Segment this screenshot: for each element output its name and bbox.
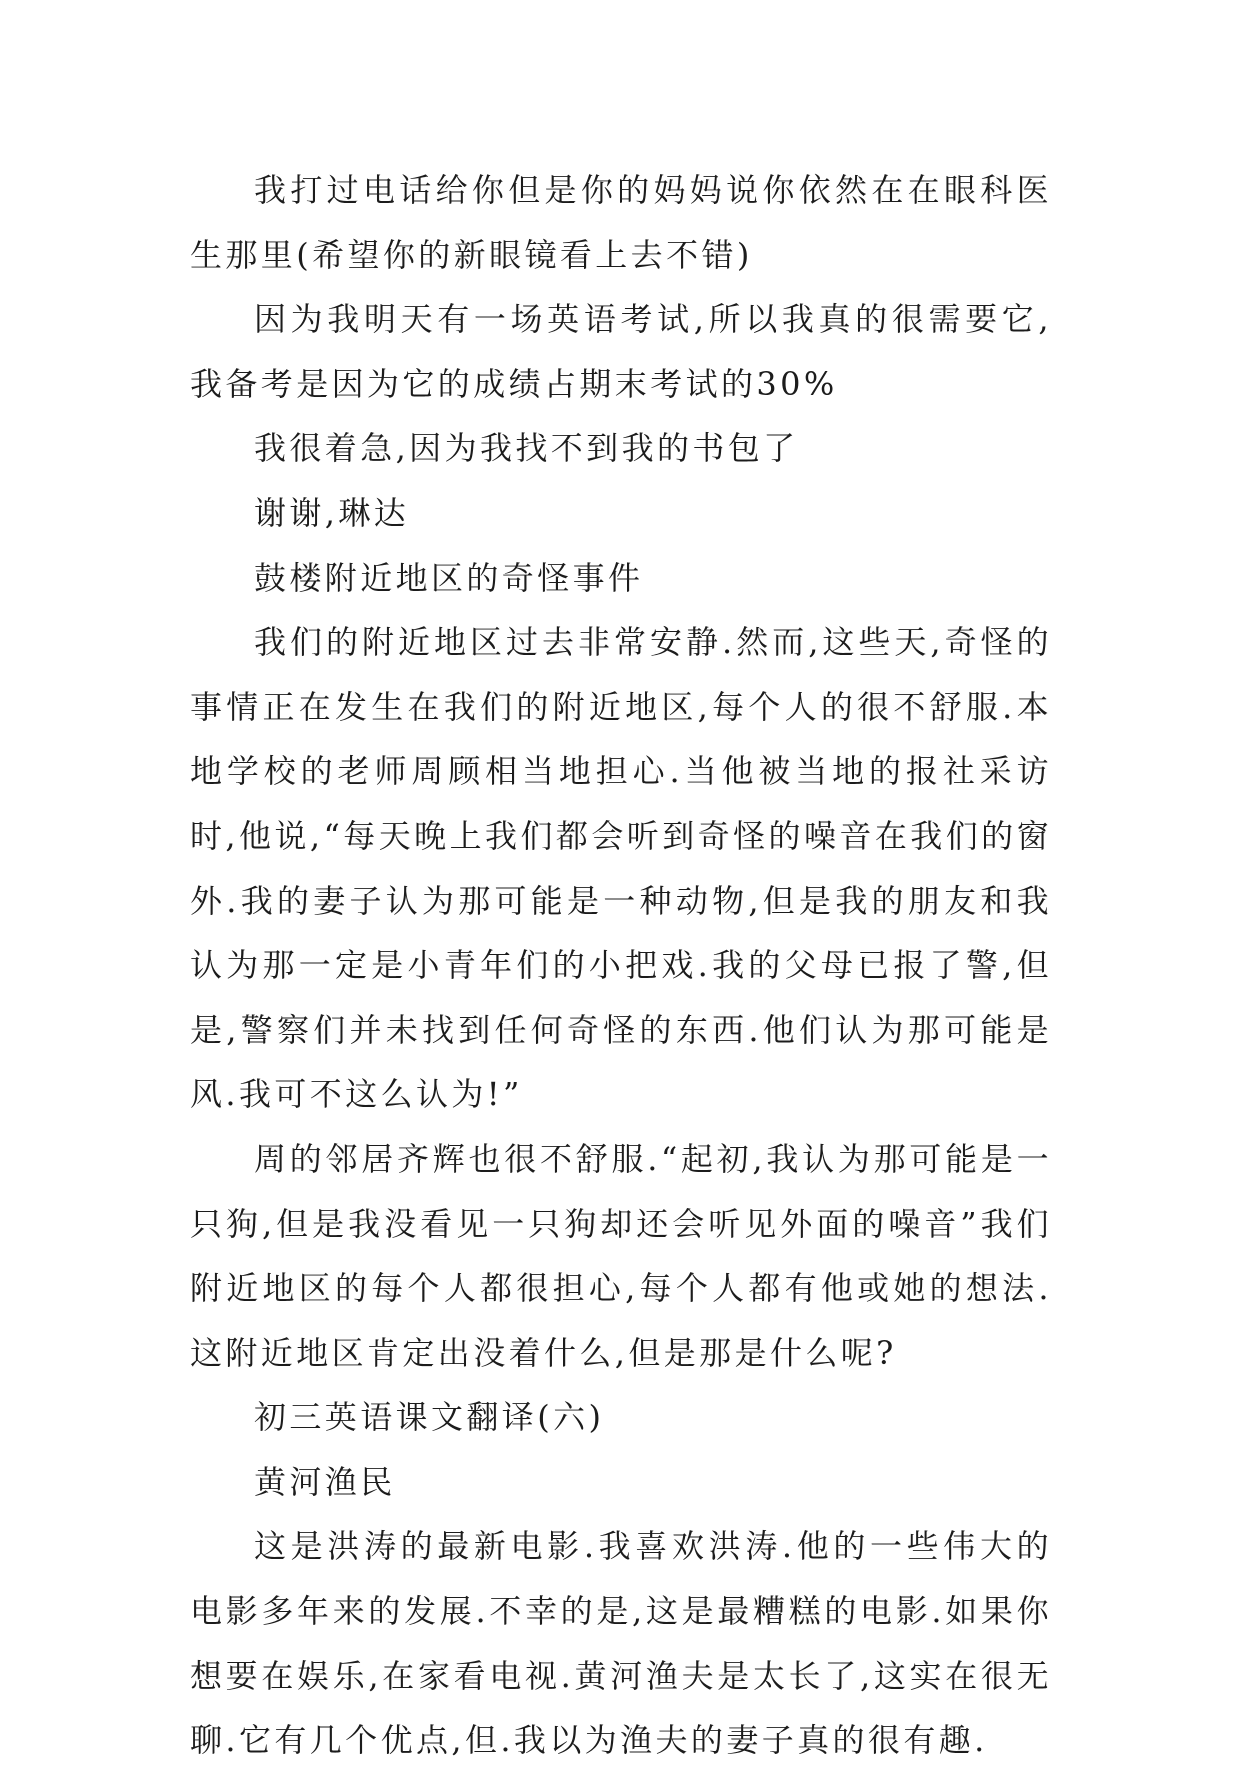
paragraph-movie-review: 这是洪涛的最新电影.我喜欢洪涛.他的一些伟大的电影多年来的发展.不幸的是,这是最糟糕的电影.如果你想要在娱乐,在家看电视.黄河渔夫是太长了,这实在很无聊.它有几个优点,但.我以为渔夫的妻子真的很有趣. (190, 1527, 1052, 1760)
paragraph-heading-strange-events: 鼓楼附近地区的奇怪事件 (254, 558, 644, 597)
paragraph-english-exam: 因为我明天有一场英语考试,所以我真的很需要它,我备考是因为它的成绩占期末考试的30% (190, 300, 1052, 403)
paragraph-phone-call: 我打过电话给你但是你的妈妈说你依然在在眼科医生那里(希望你的新眼镜看上去不错) (190, 171, 1052, 274)
paragraph-neighborhood-story: 我们的附近地区过去非常安静.然而,这些天,奇怪的事情正在发生在我们的附近地区,每个人的很不舒服.本地学校的老师周顾相当地担心.当他被当地的报社采访时,他说,“每天晚上我们都会听到奇怪的噪音在我们的窗外.我的妻子认为那可能是一种动物,但是我的朋友和我认为那一定是小青年们的小把戏.我的父母已报了警,但是,警察们并未找到任何奇怪的东西.他们认为那可能是风.我可不这么认为!” (190, 623, 1052, 1114)
document-body (190, 158, 1052, 1773)
paragraph-heading-yellow-river-fisherman: 黄河渔民 (254, 1462, 396, 1501)
paragraph-heading-lesson-six: 初三英语课文翻译(六) (254, 1398, 605, 1437)
paragraph-neighbor-story: 周的邻居齐辉也很不舒服.“起初,我认为那可能是一只狗,但是我没看见一只狗却还会听见外面的噪音”我们附近地区的每个人都很担心,每个人都有他或她的想法.这附近地区肯定出没着什么,但是那是什么呢? (190, 1139, 1052, 1372)
paragraph-signature: 谢谢,琳达 (254, 493, 410, 532)
paragraph-lost-schoolbag: 我很着急,因为我找不到我的书包了 (254, 429, 799, 468)
